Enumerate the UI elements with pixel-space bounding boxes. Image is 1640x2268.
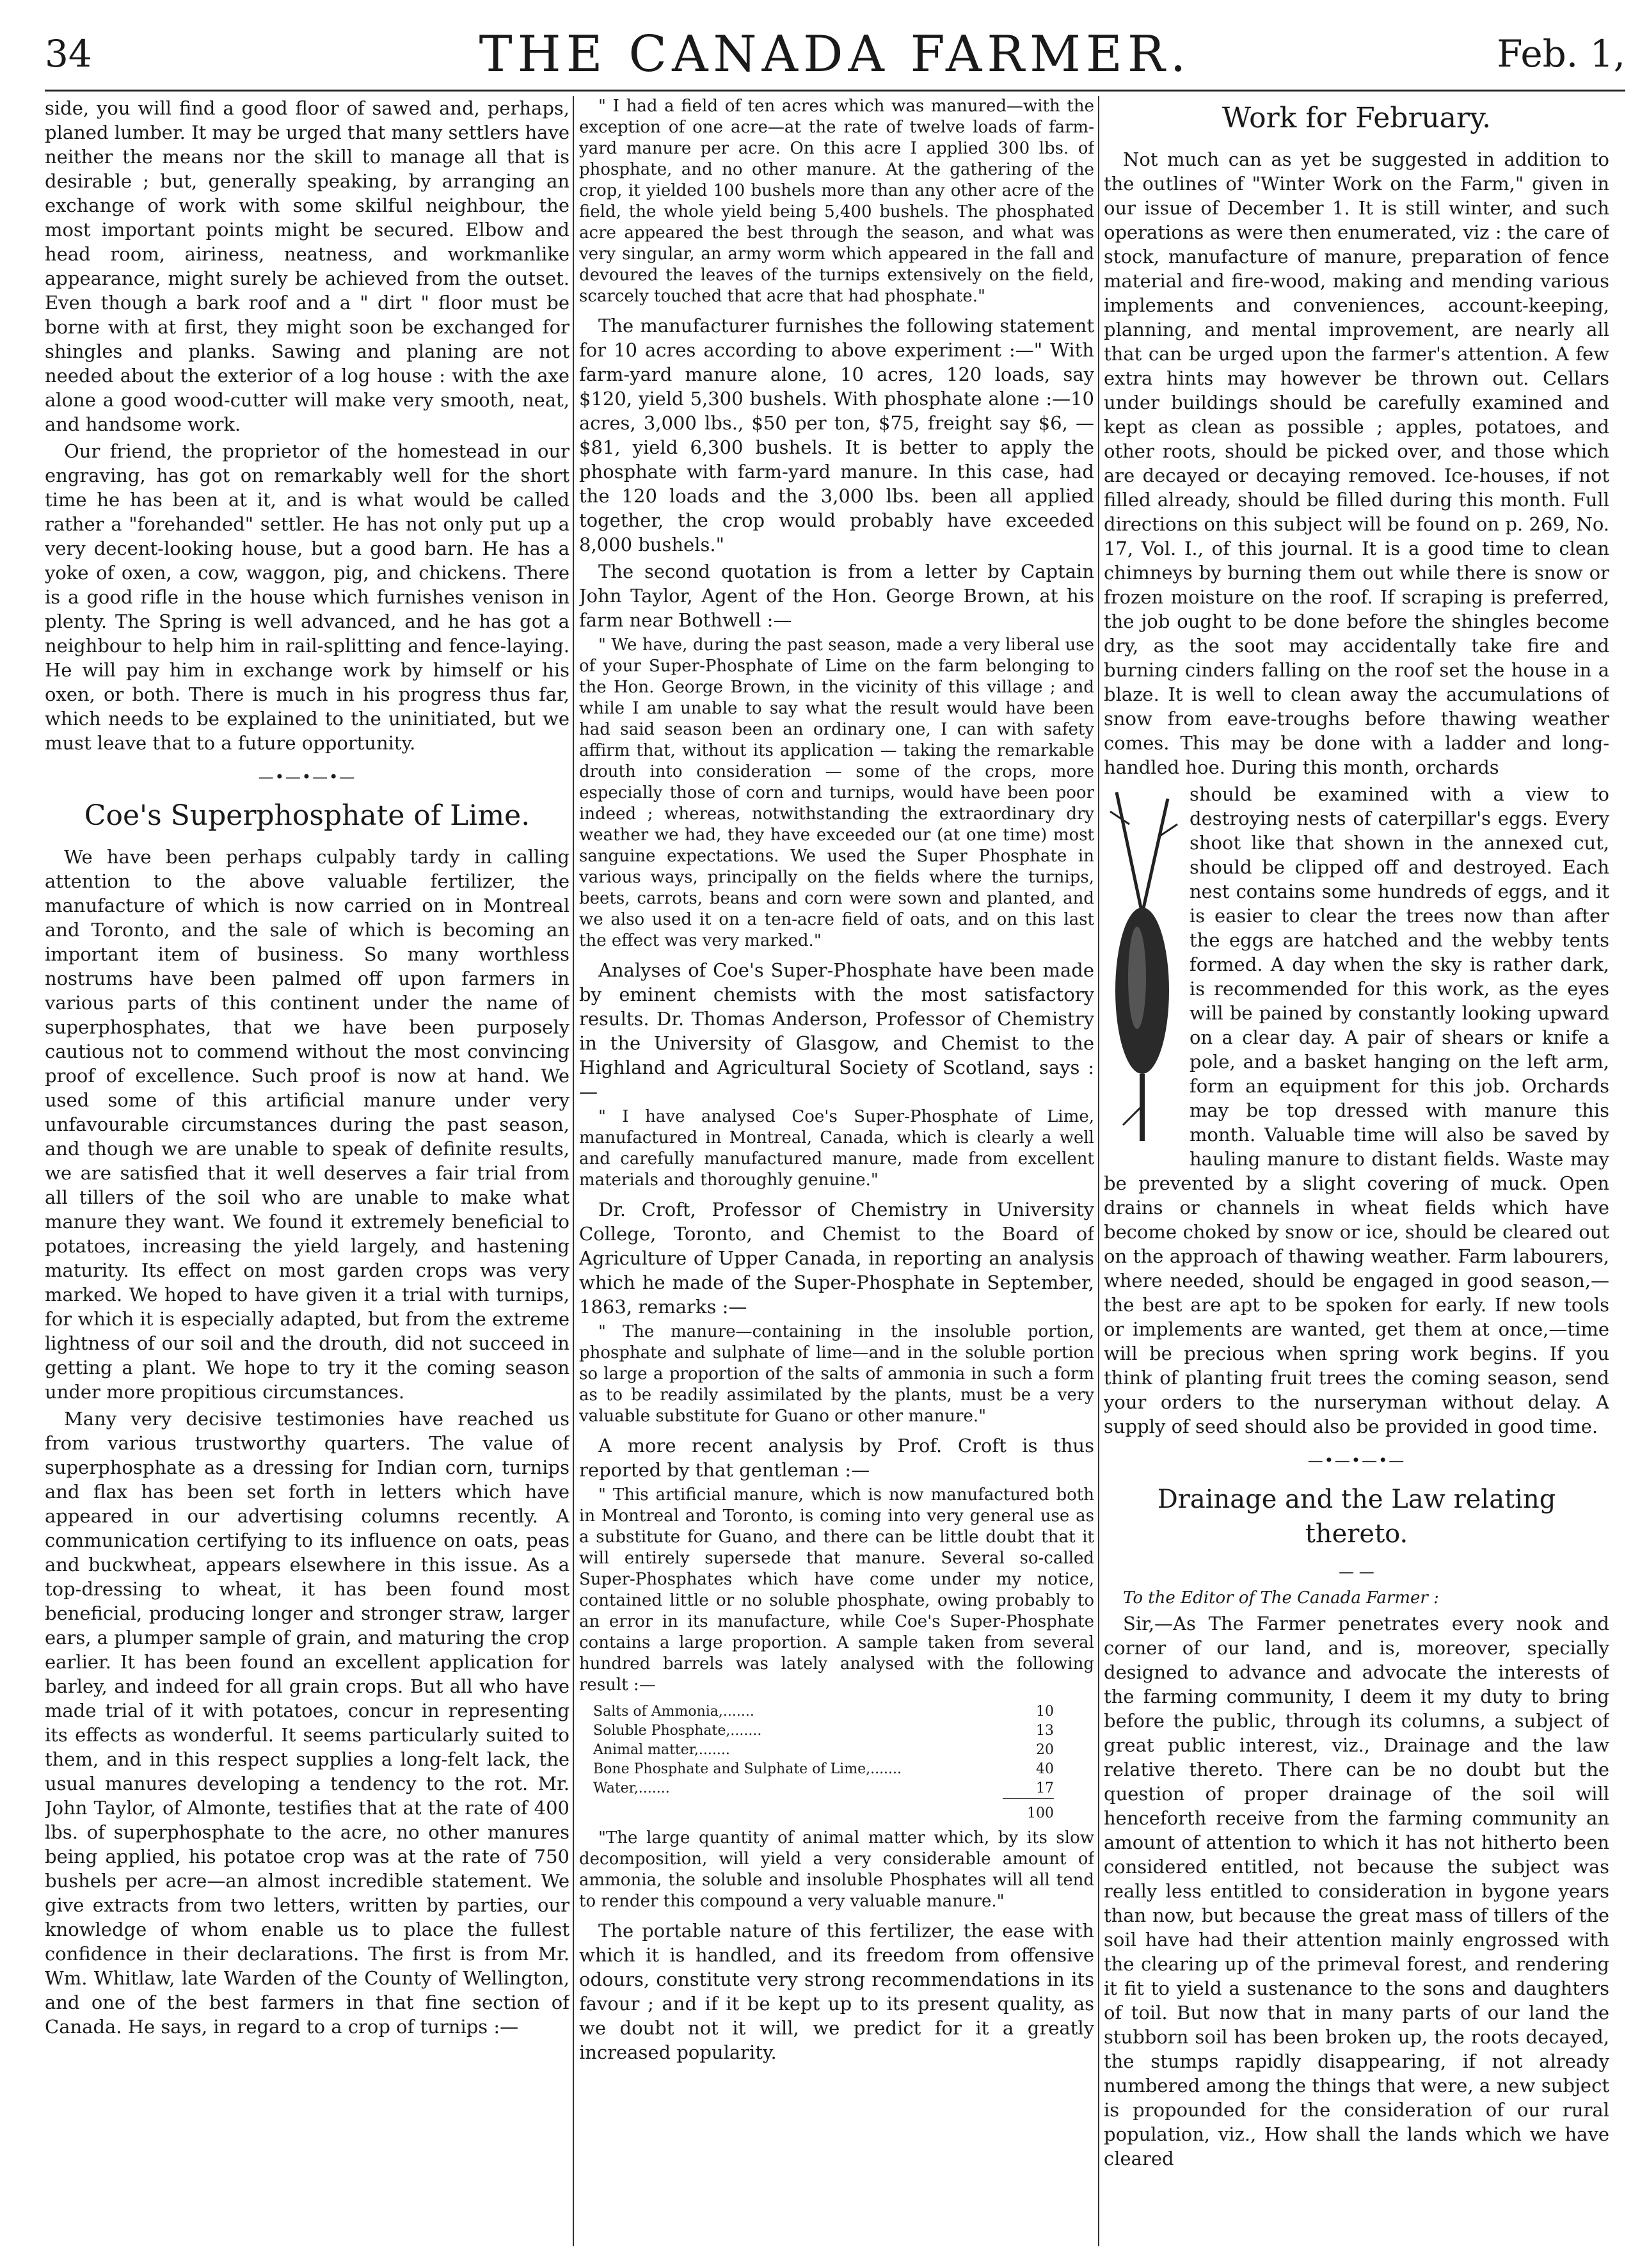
analysis-total: 100 xyxy=(1027,1805,1054,1821)
section-ornament: —•—•—•— xyxy=(1307,1451,1406,1469)
analysis-value: 40 xyxy=(1036,1761,1054,1777)
column-rule xyxy=(573,96,574,2246)
analysis-label: Salts of Ammonia,....... xyxy=(593,1704,754,1720)
paragraph: Many very decisive testimonies have reached us from various trustworthy quarters. The value of superphosphate as a dressing for Indian corn, turnips and flax has been set forth in letters which have appeared in our advertising columns recently. A communication certifying to its influence on oats, peas and buckwheat, appears elsewhere in this issue. As a top-dressing to wheat, it has been found most beneficial, producing longer and stronger straw, larger ears, a plumper sample of grain, and maturing the crop earlier. It has been found an excellent application for barley, and indeed for all grain crops. But all who have made trial of it with potatoes, concur in representing its effects as wonderful. It seems particularly suited to them, and in this respect supplies a long-felt lack, the usual manures developing a tendency to the rot. Mr. John Taylor, of Almonte, testifies that at the rate of 400 lbs. of superphosphate to the acre, no other manures being applied, his potatoe crop was at the rate of 750 bushels per acre—an almost incredible statement. We give extracts from two letters, written by parties, our knowledge of whom enable us to place the fullest confidence in their declarations. The first is from Mr. Wm. Whitlaw, late Warden of the County of Wellington, and one of the best farmers in that fine section of Canada. He says, in regard to a crop of turnips :— xyxy=(45,1408,569,2038)
issue-date: Feb. 1, xyxy=(1497,32,1625,76)
article-heading: Drainage and the Law relating thereto. xyxy=(1157,1485,1556,1549)
column-2 xyxy=(579,96,1094,2246)
paragraph: Analyses of Coe's Super-Phosphate have been made by eminent chemists with the most satisfactory results. Dr. Thomas Anderson, Professor of Chemistry in the University of Glasgow, and Chemist to the Highland and Agricultural Society of Scotland, says :— xyxy=(579,959,1094,1103)
analysis-value: 20 xyxy=(1036,1742,1054,1758)
quotation: " The manure—containing in the insoluble portion, phosphate and sulphate of lime—and in the soluble portion so large a proportion of the salts of ammonia in such a form as to be readily assimilated by the plants, must be a very valuable substitute for Guano or other manure." xyxy=(579,1322,1094,1426)
paragraph: Sir,—As The Farmer penetrates every nook and corner of our land, and is, moreover, specially designed to advance and advocate the interests of the farming community, I deem it my duty to bring before the public, through its columns, a subject of great public interest, viz., Drainage and the law relative thereto. There can be no doubt but the question of proper drainage of the soil will henceforth receive from the farming community an amount of attention to which it has not hitherto been considered entitled, not because the subject was really less entitled to consideration in bygone years than now, but because the great mass of tillers of the soil have had their attention mainly engrossed with the clearing up of the primeval forest, and rendering it fit to yield a sustenance to the sons and daughters of toil. But now that in many parts of our land the stubborn soil has been broken up, the roots decayed, the stumps rapidly disappearing, if not already numbered among the things that were, a new subject is propounded for the consideration of our rural population, viz., How shall the lands which we have cleared xyxy=(1104,1613,1609,2169)
quotation: " I have analysed Coe's Super-Phosphate of Lime, manufactured in Montreal, Canada, which is clearly a well and carefully manufactured manure, made from excellent materials and thoroughly genuine." xyxy=(579,1107,1094,1190)
salutation: To the Editor of The Canada Farmer : xyxy=(1123,1588,1439,1608)
table-row xyxy=(593,1721,1054,1741)
quotation: " I had a field of ten acres which was manured—with the exception of one acre—at the rate of twelve loads of farm-yard manure per acre. On this acre I applied 300 lbs. of phosphate, and no other manure. At the gathering of the crop, it yielded 100 bushels more than any other acre of the field, the whole yield being 5,400 bushels. The phosphated acre appeared the best through the season, and what was very singular, an army worm which appeared in the fall and devoured the leaves of the turnips extensively on the field, scarcely touched that acre that had phosphate." xyxy=(579,97,1094,306)
article-heading: Work for February. xyxy=(1222,102,1492,134)
analysis-label: Animal matter,....... xyxy=(593,1742,730,1758)
table-row xyxy=(593,1779,1054,1799)
paragraph: The portable nature of this fertilizer, the ease with which it is handled, and its freedom from offensive odours, constitute very strong recommendations in its favour ; and if it be kept up to its present quality, as we doubt not it will, we predict for it a greatly increased popularity. xyxy=(579,1920,1094,2063)
table-row xyxy=(593,1741,1054,1760)
heading-divider: — — xyxy=(1339,1563,1374,1581)
table-row xyxy=(593,1702,1054,1721)
quotation: " This artificial manure, which is now manufactured both in Montreal and Toronto, is coming into very general use as a substitute for Guano, and there can be little doubt that it will entirely supersede that manure. Several so-called Super-Phosphates which have come under my notice, contained little or no soluble phosphate, owing probably to an error in its manufacture, while Coe's Super-Phosphate contains a large proportion. A sample taken from several hundred barrels was lately analysed with the following result :— xyxy=(579,1485,1094,1695)
column-rule xyxy=(1098,96,1099,2246)
twig-with-egg-nest-icon xyxy=(1104,786,1181,1144)
analysis-value: 10 xyxy=(1036,1704,1054,1720)
paragraph: A more recent analysis by Prof. Croft is thus reported by that gentleman :— xyxy=(579,1435,1094,1481)
column-3 xyxy=(1104,96,1609,2246)
paragraph: Our friend, the proprietor of the homestead in our engraving, has got on remarkably well for the short time he has been at it, and is what would be called rather a "forehanded" settler. He has not only put up a very decent-looking house, but a good barn. He has a yoke of oxen, a cow, waggon, pig, and chickens. There is a good rifle in the house which furnishes venison in plenty. The Spring is well advanced, and he has got a neighbour to help him in rail-splitting and fence-laying. He will pay him in exchange work by himself or his oxen, or both. There is much in his progress thus far, which needs to be explained to the uninitiated, but we must leave that to a future opportunity. xyxy=(45,440,569,754)
analysis-value: 17 xyxy=(1003,1779,1054,1799)
masthead-title: THE CANADA FARMER. xyxy=(479,26,1191,83)
paragraph: side, you will find a good floor of sawed and, perhaps, planed lumber. It may be urged that many settlers have neither the means nor the skill to manage all that is desirable ; but, generally speaking, by arranging an exchange of work with some skilful neighbour, the most important points might be secured. Elbow and head room, airiness, neatness, and workmanlike appearance, might surely be achieved from the outset. Even though a bark roof and a " dirt " floor must be borne with at first, they might soon be exchanged for shingles and planks. Sawing and planing are not needed about the exterior of a log house : with the axe alone a good wood-cutter will make very smooth, neat, and handsome work. xyxy=(45,97,569,435)
analysis-value: 13 xyxy=(1036,1723,1054,1739)
caterpillar-nest-illustration xyxy=(1104,786,1181,1144)
article-heading: Coe's Superphosphate of Lime. xyxy=(84,799,530,832)
section-ornament: —•—•—•— xyxy=(258,768,356,786)
quotation: "The large quantity of animal matter which, by its slow decomposition, will yield a very considerable amount of ammonia, the soluble and insoluble Phosphates will all tend to render this compound a very valuable manure." xyxy=(579,1828,1094,1911)
column-1 xyxy=(45,96,569,2246)
page-number: 34 xyxy=(45,32,92,76)
analysis-table xyxy=(593,1702,1054,1799)
quotation: " We have, during the past season, made a very liberal use of your Super-Phosphate of Lime on the farm belonging to the Hon. George Brown, in the vicinity of this village ; and while I am unable to say what the result would have been had said season been an ordinary one, I can with safety affirm that, without its application — taking the remarkable drouth into consideration — some of the crops, more especially those of corn and turnips, would have been poor indeed ; whereas, notwithstanding the extraordinary dry weather we had, they have exceeded our (at one time) most sanguine expectations. We used the Super Phosphate in various ways, principally on the fields where the turnips, beets, carrots, beans and corn were sown and planted, and we also used it on a ten-acre field of oats, and on this last the effect was very marked." xyxy=(579,635,1094,950)
table-row xyxy=(593,1760,1054,1779)
analysis-label: Soluble Phosphate,....... xyxy=(593,1723,762,1739)
paragraph: The second quotation is from a letter by Captain John Taylor, Agent of the Hon. George Brown, at his farm near Bothwell :— xyxy=(579,561,1094,631)
paragraph: We have been perhaps culpably tardy in calling attention to the above valuable fertilizer, the manufacture of which is now carried on in Montreal and Toronto, and the sale of which is becoming an important item of business. So many worthless nostrums have been palmed off upon farmers in various parts of this continent under the name of superphosphates, that we have been purposely cautious not to commend without the most convincing proof of excellence. Such proof is now at hand. We used some of this artificial manure under very unfavourable circumstances during the past season, and though we are unable to speak of definite results, we are satisfied that it well deserves a fair trial from all tillers of the soil who are unable to make what manure they want. We found it extremely beneficial to potatoes, increasing the yield largely, and hastening maturity. Its effect on most garden crops was very marked. We hoped to have given it a trial with turnips, for which it is especially adapted, but from the extreme lightness of our soil and the drouth, did not succeed in getting a plant. We hope to try it the coming season under more propitious circumstances. xyxy=(45,846,569,1403)
paragraph: The manufacturer furnishes the following statement for 10 acres according to above experiment :—" With farm-yard manure alone, 10 acres, 120 loads, say $120, yield 5,300 bushels. With phosphate alone :—10 acres, 3,000 lbs., $50 per ton, $75, freight say $6, —$81, yield 6,300 bushels. It is better to apply the phosphate with farm-yard manure. In this case, had the 120 loads and the 3,000 lbs. been all applied together, the crop would probably have exceeded 8,000 bushels." xyxy=(579,315,1094,555)
paragraph: Dr. Croft, Professor of Chemistry in University College, Toronto, and Chemist to the Board of Agriculture of Upper Canada, in reporting an analysis which he made of the Super-Phosphate in September, 1863, remarks :— xyxy=(579,1199,1094,1318)
paragraph: Not much can as yet be suggested in addition to the outlines of "Winter Work on the Farm," given in our issue of December 1. It is still winter, and such operations as were then enumerated, viz : the care of stock, manufacture of manure, preparation of fence material and fire-wood, making and mending various implements and conveniences, account-keeping, planning, and mental improvement, are nearly all that can be urged upon the farmer's attention. A few extra hints may however be thrown out. Cellars under buildings should be carefully examined and kept as clean as possible ; apples, potatoes, and other roots, should be picked over, and those which are decayed or decaying removed. Ice-houses, if not filled already, should be filled during this month. Full directions on this subject will be found on p. 269, No. 17, Vol. I., of this journal. It is a good time to clean chimneys by burning them out while there is snow or frozen moisture on the roof. If scraping is preferred, the job ought to be done before the shingles become dry, as the soot may accidentally take fire and burning cinders falling on the roof set the house in a blaze. It is well to clean away the accumulations of snow from eave-troughs before thawing weather comes. This may be done with a ladder and long-handled hoe. During this month, orchards xyxy=(1104,148,1609,778)
analysis-label: Bone Phosphate and Sulphate of Lime,....... xyxy=(593,1761,902,1777)
paragraph: should be examined with a view to destroying nests of caterpillar's eggs. Every shoot like that shown in the annexed cut, should be clipped off and destroyed. Each nest contains some hundreds of eggs, and it is easier to clear the trees now than after the eggs are hatched and the webby tents formed. A day when the sky is rather dark, is recommended for this work, as the eyes will be pained by constantly looking upward on a clear day. A pair of shears or knife a pole, and a basket hanging on the left arm, form an equipment for this job. Orchards may be top dressed with manure this month. Valuable time will also be saved by hauling manure to distant fields. Waste may be prevented by a slight covering of muck. Open drains or channels in wheat fields which have become choked by snow or ice, should be cleared out on the approach of thawing weather. Farm labourers, where needed, should be engaged in good season,—the best are apt to be spoken for early. If new tools or implements are wanted, get them at once,—time will be precious when spring work begins. If you think of planting fruit trees the coming season, send your orders to the nurseryman without delay. A supply of seed should also be provided in good time. xyxy=(1104,783,1609,1437)
page-header xyxy=(45,19,1625,92)
analysis-label: Water,....... xyxy=(593,1780,670,1797)
